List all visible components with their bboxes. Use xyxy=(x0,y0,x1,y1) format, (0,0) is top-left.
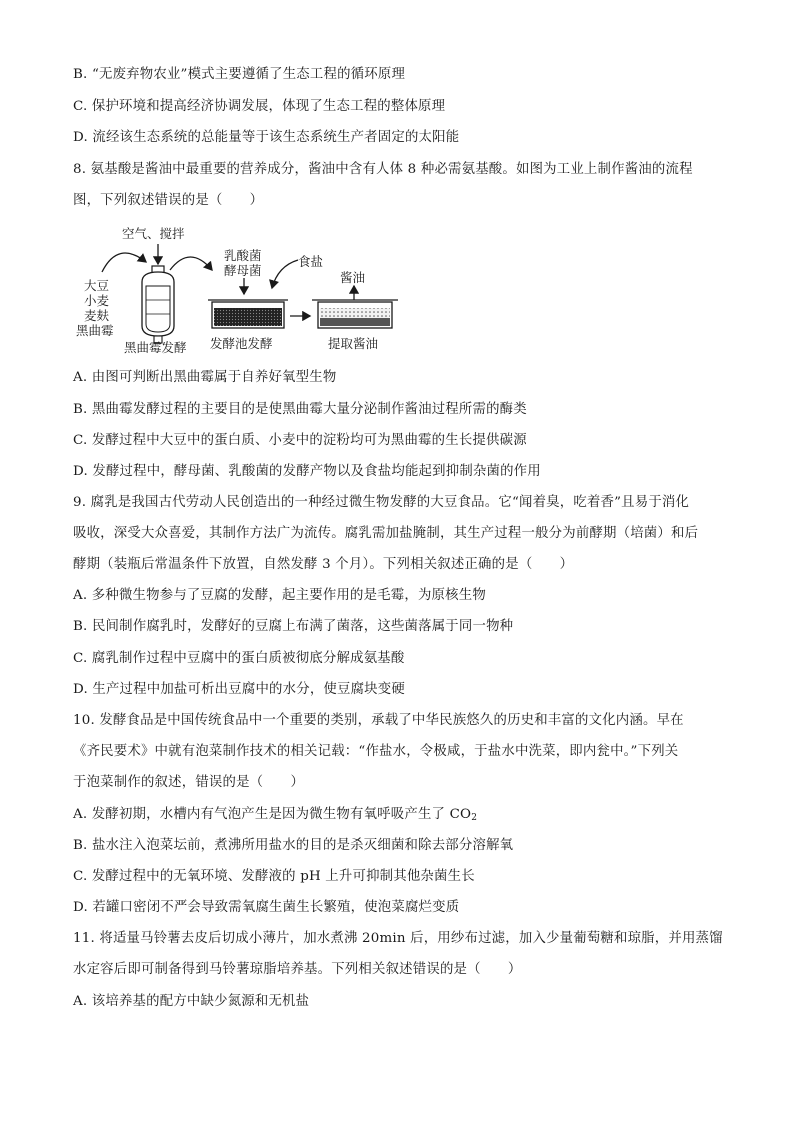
option-a-q8: A. 由图可判断出黑曲霉属于自养好氧型生物 xyxy=(73,370,337,385)
question-9-stem-cont2: 酵期（装瓶后常温条件下放置，自然发酵 3 个月）。下列相关叙述正确的是（ ） xyxy=(73,557,574,572)
question-8-stem-cont: 图，下列叙述错误的是（ ） xyxy=(73,193,264,208)
option-c-q10: C. 发酵过程中的无氧环境、发酵液的 pH 上升可抑制其他杂菌生长 xyxy=(73,869,475,884)
extraction-tank-icon xyxy=(312,300,398,328)
salt-label: 食盐 xyxy=(298,254,324,269)
option-d-q10: D. 若罐口密闭不严会导致需氧腐生菌生长繁殖，使泡菜腐烂变质 xyxy=(73,900,460,915)
fermenter-tank-icon xyxy=(142,266,174,343)
step-2-label: 发酵池发酵 xyxy=(210,336,273,351)
option-a-q10 xyxy=(73,806,754,824)
option-b-q7: B. “无废弃物农业”模式主要遵循了生态工程的循环原理 xyxy=(73,67,406,82)
option-a-q9: A. 多种微生物参与了豆腐的发酵，起主要作用的是毛霉，为原核生物 xyxy=(73,588,486,603)
option-b-q8: B. 黑曲霉发酵过程的主要目的是使黑曲霉大量分泌制作酱油过程所需的酶类 xyxy=(73,402,527,417)
option-a-q11: A. 该培养基的配方中缺少氮源和无机盐 xyxy=(73,994,310,1009)
bacteria-label-yeast: 酵母菌 xyxy=(224,263,262,278)
question-11-stem-cont: 水定容后即可制备得到马铃薯琼脂培养基。下列相关叙述错误的是（ ） xyxy=(73,962,522,977)
question-9-stem: 9. 腐乳是我国古代劳动人民创造出的一种经过微生物发酵的大豆食品。它“闻着臭，吃着香”且易于消化 xyxy=(73,495,690,510)
raw-to-fermenter-arrow xyxy=(102,253,146,272)
raw-material-soybean: 大豆 xyxy=(84,278,110,293)
option-c-q8: C. 发酵过程中大豆中的蛋白质、小麦中的淀粉均可为黑曲霉的生长提供碳源 xyxy=(73,433,527,448)
soy-sauce-process-diagram xyxy=(72,222,412,358)
question-11-stem: 11. 将适量马铃薯去皮后切成小薄片，加水煮沸 20min 后，用纱布过滤，加入少量葡萄糖和琼脂，并用蒸馏 xyxy=(73,931,723,946)
bacteria-label-lactic: 乳酸菌 xyxy=(224,248,262,263)
option-c-q9: C. 腐乳制作过程中豆腐中的蛋白质被彻底分解成氨基酸 xyxy=(73,651,405,666)
salt-arrow xyxy=(272,260,298,288)
step-1-label: 黑曲霉发酵 xyxy=(124,340,187,355)
question-10-stem: 10. 发酵食品是中国传统食品中一个重要的类别，承载了中华民族悠久的历史和丰富的文化内涵。早在 xyxy=(73,713,684,728)
soy-sauce-label: 酱油 xyxy=(340,270,366,285)
question-8-stem: 8. 氨基酸是酱油中最重要的营养成分，酱油中含有人体 8 种必需氨基酸。如图为工业上制作酱油的流程 xyxy=(73,162,693,177)
option-d-q7: D. 流经该生态系统的总能量等于该生态系统生产者固定的太阳能 xyxy=(73,130,460,145)
raw-material-aspergillus: 黑曲霉 xyxy=(76,323,114,338)
co2-subscript: 2 xyxy=(471,813,478,823)
air-stir-label: 空气、搅拌 xyxy=(122,226,185,241)
question-10-stem-cont2: 于泡菜制作的叙述，错误的是（ ） xyxy=(73,775,305,790)
option-d-q8: D. 发酵过程中，酵母菌、乳酸菌的发酵产物以及食盐均能起到抑制杂菌的作用 xyxy=(73,464,541,479)
question-9-stem-cont1: 吸收，深受大众喜爱，其制作方法广为流传。腐乳需加盐腌制，其生产过程一般分为前酵期（培菌）和后 xyxy=(73,526,699,541)
option-b-q9: B. 民间制作腐乳时，发酵好的豆腐上布满了菌落，这些菌落属于同一物种 xyxy=(73,619,514,634)
option-d-q9: D. 生产过程中加盐可析出豆腐中的水分，使豆腐块变硬 xyxy=(73,682,405,697)
raw-material-wheat: 小麦 xyxy=(84,293,110,308)
option-a-q10-text: A. 发酵初期，水槽内有气泡产生是因为微生物有氧呼吸产生了 CO xyxy=(73,807,472,822)
fermenter-to-pool-arrow xyxy=(170,257,212,270)
raw-material-bran: 麦麸 xyxy=(84,308,110,323)
fermentation-pool-icon xyxy=(208,300,288,328)
option-c-q7: C. 保护环境和提高经济协调发展，体现了生态工程的整体原理 xyxy=(73,99,446,114)
question-10-stem-cont1: 《齐民要术》中就有泡菜制作技术的相关记载：“作盐水，令极咸，于盐水中洗菜，即内瓮中。”下列关 xyxy=(73,744,679,759)
option-b-q10: B. 盐水注入泡菜坛前，煮沸所用盐水的目的是杀灭细菌和除去部分溶解氧 xyxy=(73,838,514,853)
step-3-label: 提取酱油 xyxy=(328,336,379,351)
